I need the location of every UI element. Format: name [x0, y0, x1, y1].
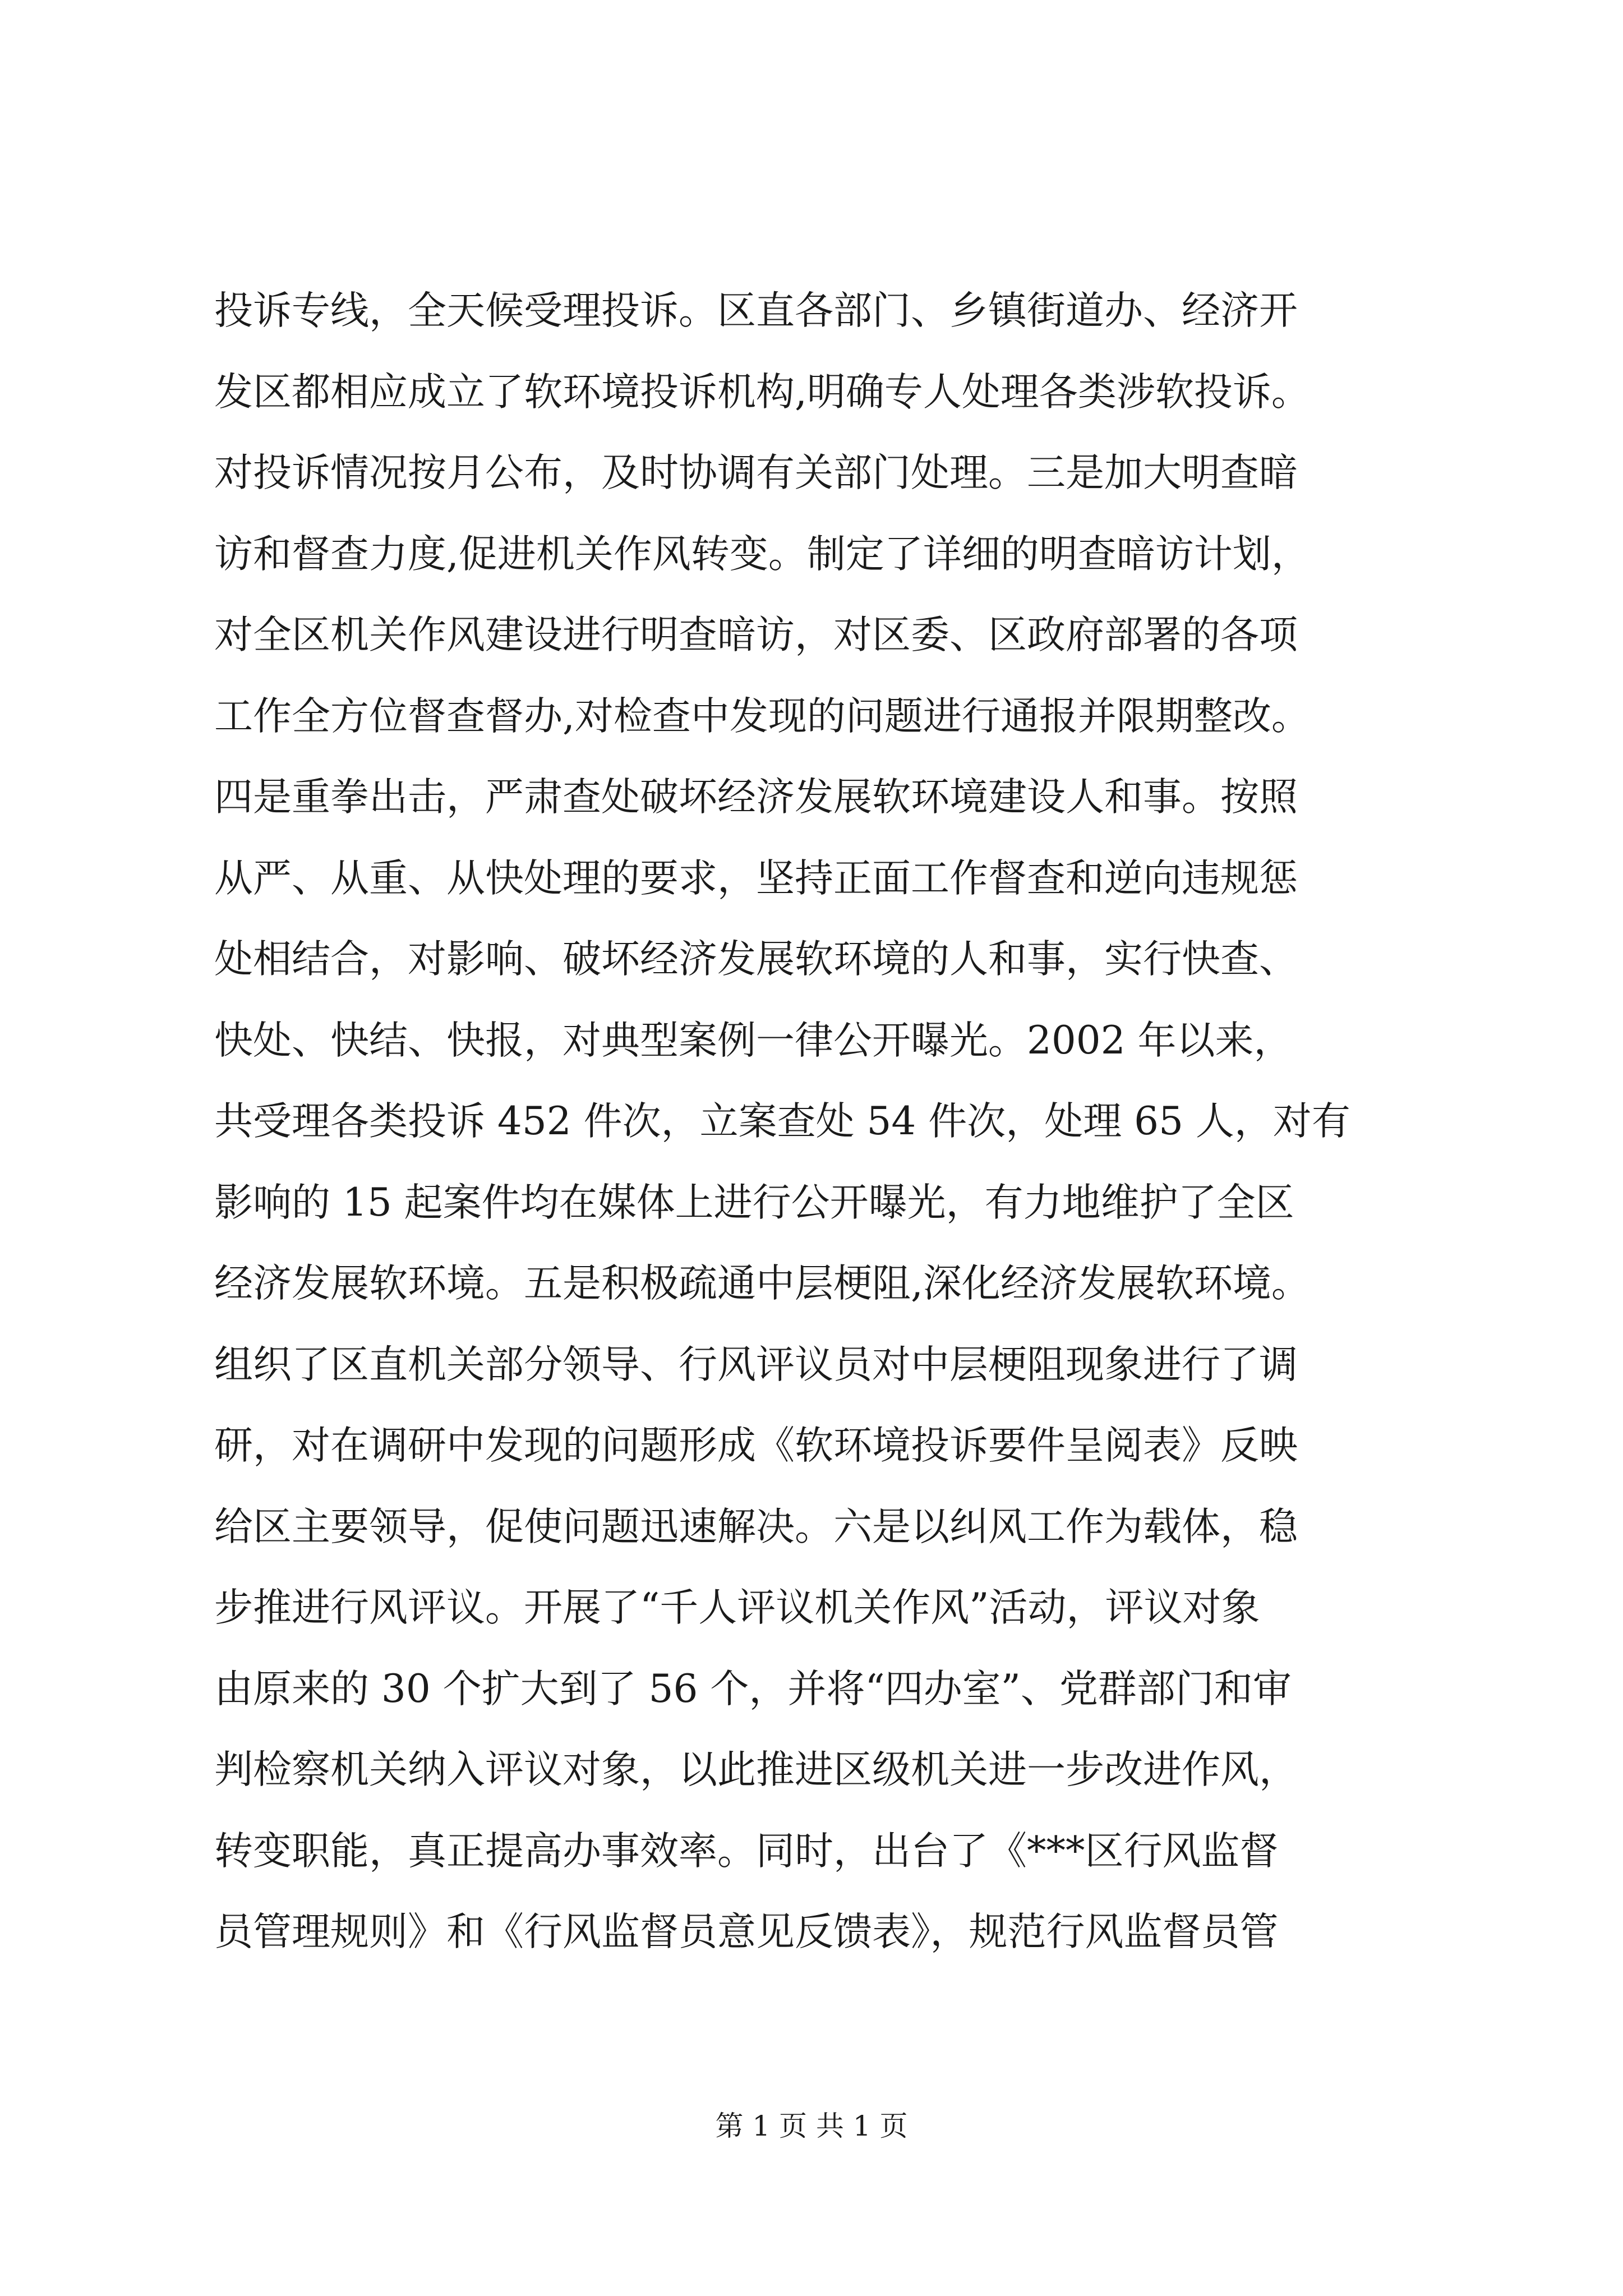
text-line: 给区主要领导，促使问题迅速解决。六是以纠风工作为载体，稳 — [214, 1504, 1298, 1549]
text-line: 共受理各类投诉 452 件次，立案查处 54 件次，处理 65 人，对有 — [214, 1099, 1350, 1144]
text-line: 投诉专线，全天候受理投诉。区直各部门、乡镇街道办、经济开 — [214, 288, 1298, 333]
text-line: 由原来的 30 个扩大到了 56 个，并将“四办室”、党群部门和审 — [214, 1666, 1292, 1711]
text-line: 影响的 15 起案件均在媒体上进行公开曝光，有力地维护了全区 — [214, 1180, 1294, 1225]
text-line: 对全区机关作风建设进行明查暗访，对区委、区政府部署的各项 — [214, 613, 1298, 657]
page-number-footer: 第 1 页 共 1 页 — [715, 2110, 908, 2142]
text-line: 组织了区直机关部分领导、行风评议员对中层梗阻现象进行了调 — [214, 1342, 1298, 1387]
text-line: 快处、快结、快报，对典型案例一律公开曝光。2002 年以来， — [214, 1018, 1293, 1063]
text-line: 判检察机关纳入评议对象，以此推进区级机关进一步改进作风， — [214, 1747, 1298, 1792]
text-line: 从严、从重、从快处理的要求，坚持正面工作督查和逆向违规惩 — [214, 855, 1298, 901]
text-line: 处相结合，对影响、破坏经济发展软环境的人和事，实行快查、 — [214, 937, 1298, 982]
text-line: 步推进行风评议。开展了“千人评议机关作风”活动，评议对象 — [214, 1585, 1260, 1630]
document-body — [214, 270, 1482, 1973]
text-line: 四是重拳出击，严肃查处破坏经济发展软环境建设人和事。按照 — [214, 775, 1298, 820]
text-line: 访和督查力度,促进机关作风转变。制定了详细的明查暗访计划， — [214, 531, 1310, 577]
text-line: 员管理规则》和《行风监督员意见反馈表》，规范行风监督员管 — [214, 1910, 1279, 1954]
text-line: 研，对在调研中发现的问题形成《软环境投诉要件呈阅表》反映 — [214, 1423, 1298, 1468]
text-line: 对投诉情况按月公布，及时协调有关部门处理。三是加大明查暗 — [214, 450, 1298, 495]
text-line: 工作全方位督查督办,对检查中发现的问题进行通报并限期整改。 — [214, 693, 1310, 739]
text-line: 经济发展软环境。五是积极疏通中层梗阻,深化经济发展软环境。 — [214, 1261, 1310, 1306]
text-line: 发区都相应成立了软环境投诉机构,明确专人处理各类涉软投诉。 — [214, 369, 1310, 415]
text-line: 转变职能，真正提高办事效率。同时，出台了《***区行风监督 — [214, 1828, 1279, 1874]
